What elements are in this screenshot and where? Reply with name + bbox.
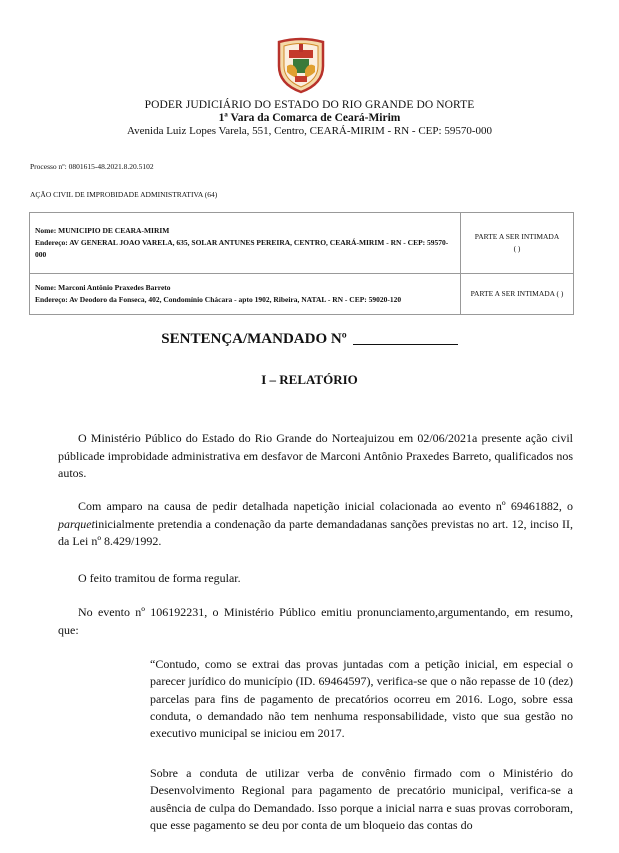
court-address: Avenida Luiz Lopes Varela, 551, Centro, CEARÁ-MIRIM - RN - CEP: 59570-000 (127, 125, 492, 137)
quote-paragraph: “Contudo, como se extrai das provas juntadas com a petição inicial, em especial o parecer jurídico do município (ID. 69464597), verifica-se que o não repasse de 10 (dez) parcelas para fins de pagamento de precatórios ocorreu em 2016. Logo, sobre essa conduta, o demandado não tem nenhuma responsabilidade, visto que sua gestão no executivo municipal se iniciou em 2017. (150, 657, 573, 741)
party-status (461, 213, 574, 274)
paragraph-text: Com amparo na causa de pedir detalhada napetição inicial colacionada ao evento nº 69461882, o (78, 499, 573, 513)
party-row (30, 274, 574, 315)
party-name: Nome: MUNICIPIO DE CEARA-MIRIM (35, 226, 170, 235)
party-info (30, 274, 461, 315)
paragraph-evento: No evento nº 106192231, o Ministério Público emitiu pronunciamento,argumentando, em resumo, que: (58, 605, 573, 637)
paragraph-text: inicialmente pretendia a condenação da parte demandadanas sanções previstas no art. 12, inciso II, da Lei nº 8.429/1992. (58, 516, 573, 548)
court-name: PODER JUDICIÁRIO DO ESTADO DO RIO GRANDE DO NORTE (144, 99, 475, 111)
paragraph-intro: O Ministério Público do Estado do Rio Grande do Norteajuizou em 02/06/2021a presente ação civil públicade improbidade administrativa em desfavor de Marconi Antônio Praxedes Barreto, qualificados nos autos. (58, 431, 573, 480)
party-name: Nome: Marconi Antônio Praxedes Barreto (35, 283, 171, 292)
parquet-term: parquet (58, 516, 95, 531)
quote-paragraph: Sobre a conduta de utilizar verba de convênio firmado com o Ministério do Desenvolvimento Regional para pagamento de precatório municipal, verifica-se a ausência de culpa do Demandado. Isso porque a inicial narra e suas provas corroboram, que esse pagamento se deu por conta de um bloqueio das contas do (150, 766, 573, 832)
party-status (461, 274, 574, 315)
party-status-label: PARTE A SER INTIMADA ( ) (470, 289, 564, 298)
sentenca-heading (0, 330, 619, 348)
court-seal-icon (275, 36, 327, 94)
party-row (30, 213, 574, 274)
action-type: AÇÃO CIVIL DE IMPROBIDADE ADMINISTRATIVA (64) (30, 190, 218, 199)
paragraph-amparo (58, 498, 573, 551)
party-address: Endereço: AV GENERAL JOAO VARELA, 635, SOLAR ANTUNES PEREIRA, CENTRO, CEARÁ-MIRIM - RN - CEP: 59570-000 (35, 238, 449, 259)
party-info (30, 213, 461, 274)
party-status-label: PARTE A SER INTIMADA (474, 232, 560, 241)
process-number: Processo nº: 0801615-48.2021.8.20.5102 (30, 162, 154, 171)
court-vara: 1ª Vara da Comarca de Ceará-Mirim (218, 112, 401, 124)
sentenca-title: SENTENÇA/MANDADO Nº (161, 331, 347, 347)
party-address: Endereço: Av Deodoro da Fonseca, 402, Condomínio Chácara - apto 1902, Ribeira, NATAL - RN - CEP: 59020-120 (35, 295, 402, 304)
party-checkbox: ( ) (513, 244, 521, 253)
section-title: I – RELATÓRIO (261, 372, 358, 387)
parties-table (29, 212, 574, 315)
paragraph-tramitou: O feito tramitou de forma regular. (78, 571, 241, 585)
sentenca-number-blank (353, 330, 458, 345)
